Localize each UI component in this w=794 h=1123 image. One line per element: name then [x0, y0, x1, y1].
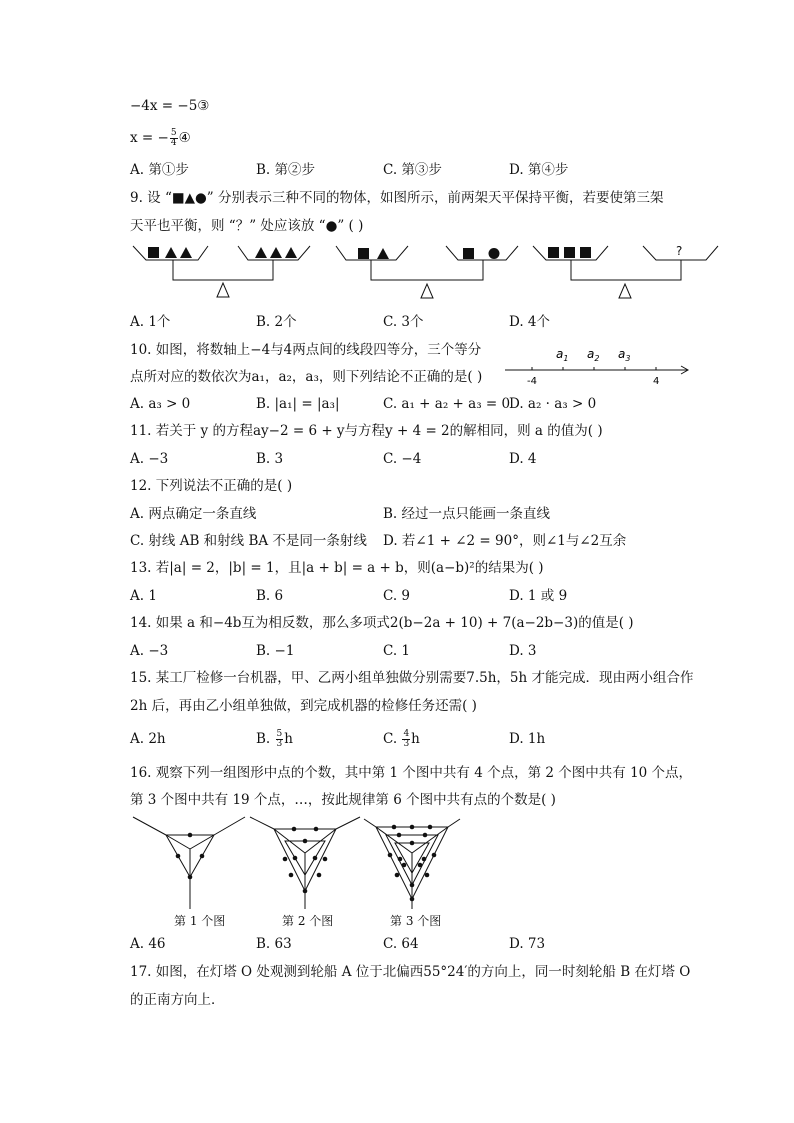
- triangle-object: [270, 247, 282, 258]
- fraction: $\frac{5}{4}$: [170, 128, 177, 148]
- q9-option-a[interactable]: A. 1个: [130, 314, 171, 330]
- q12-stem: 12. 下列说法不正确的是( ): [130, 478, 293, 494]
- triangle-object: [255, 247, 267, 258]
- balance-scale-1: [133, 246, 310, 297]
- square-object: [463, 248, 474, 259]
- triangle-object: [285, 247, 297, 258]
- figure-1-caption: 第 1 个图: [174, 914, 226, 928]
- q14-option-c[interactable]: C. 1: [383, 643, 411, 659]
- q15-option-d[interactable]: D. 1h: [509, 731, 546, 747]
- q15-stem-line2: 2h 后，再由乙小组单独做，到完成机器的检修任务还需( ): [130, 698, 477, 714]
- q10-option-a[interactable]: A. a₃ > 0: [130, 396, 191, 412]
- triangle-object: [165, 247, 177, 258]
- q11-option-b[interactable]: B. 3: [256, 451, 284, 467]
- balance-scales-figure: [128, 240, 728, 302]
- q8-option-d[interactable]: D. 第④步: [509, 162, 569, 178]
- q12-option-a[interactable]: A. 两点确定一条直线: [130, 506, 257, 522]
- q17-stem-line1: 17. 如图，在灯塔 O 处观测到轮船 A 位于北偏西55°24′的方向上，同一时刻轮船 B 在灯塔 O: [130, 964, 691, 980]
- q15-option-a[interactable]: A. 2h: [130, 731, 166, 747]
- q10-option-b[interactable]: B. |a₁| = |a₃|: [256, 396, 340, 412]
- q16-stem-line2: 第 3 个图中共有 19 个点，…，按此规律第 6 个图中共有点的个数是( ): [130, 792, 556, 808]
- triangle-object: [180, 247, 192, 258]
- balance-scale-3: [533, 246, 718, 298]
- equation-step-4: x = − $\frac{5}{4}$ ④: [130, 128, 191, 148]
- q11-option-d[interactable]: D. 4: [509, 451, 537, 467]
- square-object: [548, 247, 559, 258]
- fraction: $\frac{5}{3}$: [276, 729, 283, 749]
- square-object: [580, 247, 591, 258]
- q8-option-b[interactable]: B. 第②步: [256, 162, 316, 178]
- triangle-object: [377, 248, 389, 259]
- q10-option-d[interactable]: D. a₂ · a₃ > 0: [509, 396, 597, 412]
- question-mark-label: ?: [676, 244, 683, 258]
- q14-option-d[interactable]: D. 3: [509, 643, 537, 659]
- q17-stem-line2: 的正南方向上．: [130, 992, 225, 1008]
- q12-option-d[interactable]: D. 若∠1 + ∠2 = 90°，则∠1与∠2互余: [383, 533, 627, 549]
- q14-option-a[interactable]: A. −3: [130, 643, 169, 659]
- q12-option-c[interactable]: C. 射线 AB 和射线 BA 不是同一条射线: [130, 533, 367, 549]
- q16-option-c[interactable]: C. 64: [383, 936, 419, 952]
- q9-option-b[interactable]: B. 2个: [256, 314, 297, 330]
- label-4: 4: [653, 376, 660, 387]
- pattern-figure-2: [250, 817, 360, 909]
- fraction: $\frac{4}{3}$: [403, 729, 410, 749]
- square-object: [358, 248, 369, 259]
- q15-option-b[interactable]: B. $\frac{5}{3}$ h: [256, 729, 293, 749]
- q13-option-c[interactable]: C. 9: [383, 588, 411, 604]
- q16-option-b[interactable]: B. 63: [256, 936, 292, 952]
- figure-3-caption: 第 3 个图: [390, 914, 442, 928]
- q11-option-c[interactable]: C. −4: [383, 451, 422, 467]
- square-object: [148, 247, 159, 258]
- q10-option-c[interactable]: C. a₁ + a₂ + a₃ = 0: [383, 396, 511, 412]
- equation-step-3: −4x = −5③: [130, 98, 210, 114]
- q15-stem-line1: 15. 某工厂检修一台机器，甲、乙两小组单独做分别需要7.5h，5h 才能完成．现由两小组合作: [130, 670, 694, 686]
- q12-option-b[interactable]: B. 经过一点只能画一条直线: [383, 506, 551, 522]
- q11-option-a[interactable]: A. −3: [130, 451, 169, 467]
- label-a3: $a_3$: [618, 347, 631, 363]
- pattern-figure-1: [133, 817, 245, 909]
- q16-option-d[interactable]: D. 73: [509, 936, 546, 952]
- q16-option-a[interactable]: A. 46: [130, 936, 166, 952]
- q9-stem-line2: 天平也平衡，则 “？” 处应该放 “●” ( ): [130, 218, 364, 234]
- q10-stem-line1: 10. 如图，将数轴上−4与4两点间的线段四等分，三个等分: [130, 342, 482, 358]
- q9-stem-line1: 9. 设 “■▲●” 分别表示三种不同的物体，如图所示，前两架天平保持平衡，若要使第三架: [130, 190, 664, 206]
- q11-stem: 11. 若关于 y 的方程ay−2 = 6 + y与方程y + 4 = 2的解相同，则 a 的值为( ): [130, 423, 603, 439]
- label-minus-4: -4: [527, 376, 537, 387]
- q13-option-a[interactable]: A. 1: [130, 588, 157, 604]
- dot-patterns-figure: [128, 813, 468, 913]
- label-a2: $a_2$: [587, 347, 600, 363]
- circle-object: [489, 248, 500, 259]
- figure-2-caption: 第 2 个图: [282, 914, 334, 928]
- q14-stem: 14. 如果 a 和−4b互为相反数，那么多项式2(b−2a + 10) + 7(a−2b−3)的值是( ): [130, 615, 634, 631]
- q13-stem: 13. 若|a| = 2，|b| = 1，且|a + b| = a + b，则(a−b)²的结果为( ): [130, 560, 544, 576]
- number-line-figure: [500, 340, 695, 388]
- q16-stem-line1: 16. 观察下列一组图形中点的个数，其中第 1 个图中共有 4 个点，第 2 个图中共有 10 个点，: [130, 765, 693, 781]
- pattern-figure-3: [364, 819, 460, 909]
- square-object: [564, 247, 575, 258]
- q9-option-d[interactable]: D. 4个: [509, 314, 551, 330]
- q15-option-c[interactable]: C. $\frac{4}{3}$ h: [383, 729, 420, 749]
- label-a1: $a_1$: [556, 347, 569, 363]
- q8-option-a[interactable]: A. 第①步: [130, 162, 189, 178]
- q13-option-d[interactable]: D. 1 或 9: [509, 588, 568, 604]
- q8-option-c[interactable]: C. 第③步: [383, 162, 442, 178]
- q14-option-b[interactable]: B. −1: [256, 643, 295, 659]
- q13-option-b[interactable]: B. 6: [256, 588, 284, 604]
- q9-option-c[interactable]: C. 3个: [383, 314, 424, 330]
- q10-stem-line2: 点所对应的数依次为a₁，a₂，a₃，则下列结论不正确的是( ): [130, 369, 483, 385]
